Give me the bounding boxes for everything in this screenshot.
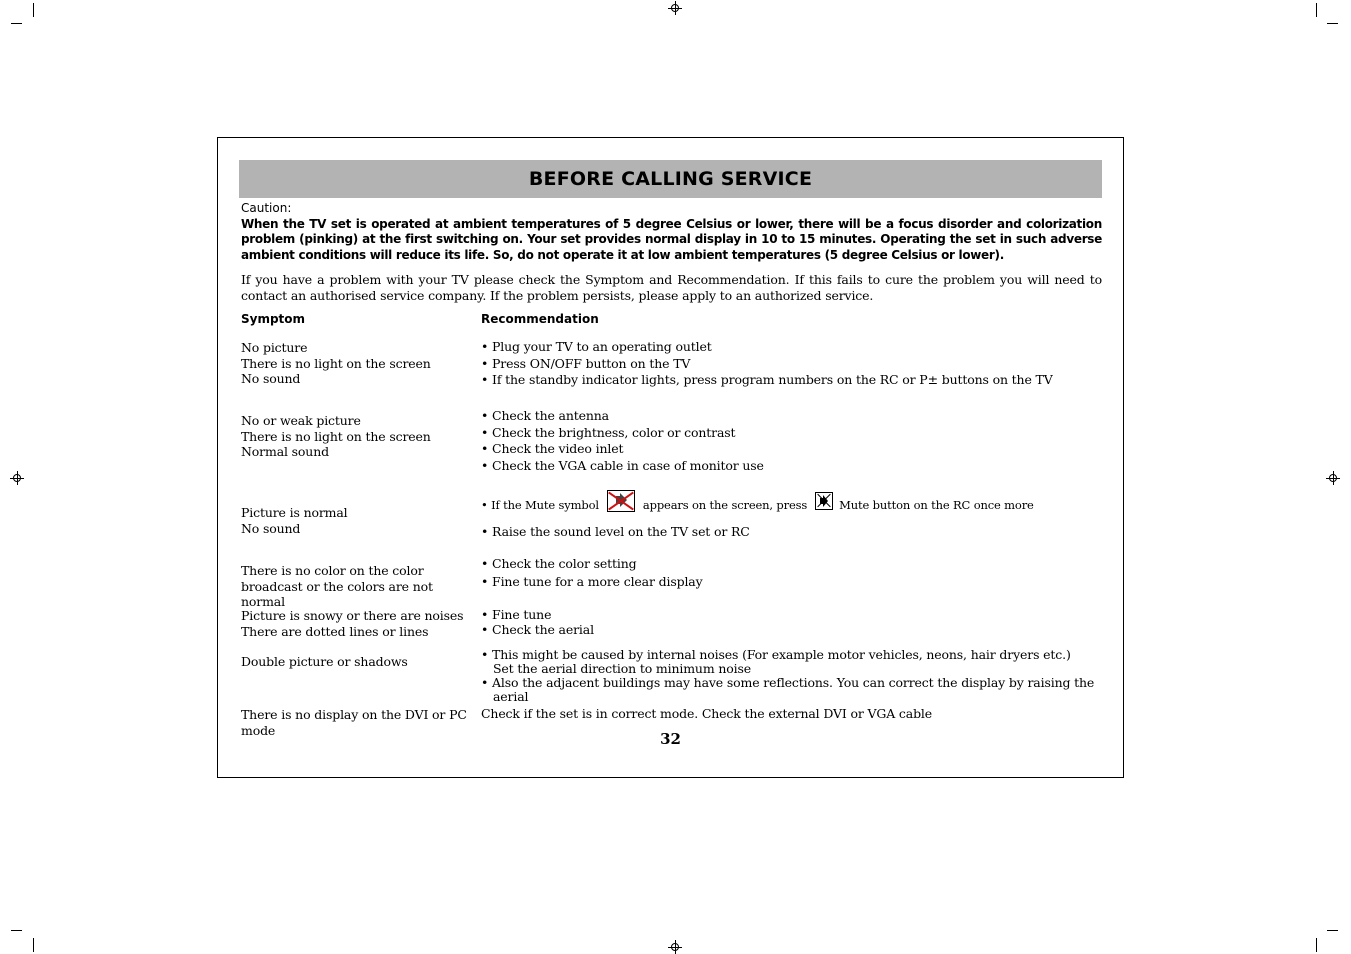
crop-mark [33,3,34,17]
symptom-line: No or weak picture [241,413,361,428]
mute-text-3: Mute button on the RC once more [839,498,1034,513]
crop-mark [11,23,22,24]
recommendation-cell [481,339,1101,389]
recommendation-header: Recommendation [481,312,599,326]
recommendation-cell [481,648,1101,704]
symptom-cell [241,413,476,460]
symptom-cell [241,654,476,670]
recommendation-item: • If the standby indicator lights, press program numbers on the RC or P± buttons on the TV [481,372,1053,388]
recommendation-cell [481,408,1101,475]
registration-mark-icon [1326,471,1340,485]
recommendation-item: • Check the VGA cable in case of monitor use [481,458,764,474]
symptom-line: mode [241,722,276,738]
symptom-line: Picture is snowy or there are noises [241,608,464,623]
recommendation-item: Check if the set is in correct mode. Check the external DVI or VGA cable [481,706,933,721]
recommendation-item: • Check the color setting [481,556,637,571]
symptom-cell [241,563,476,610]
recommendation-item: • Plug your TV to an operating outlet [481,339,712,354]
recommendation-item: • Check the brightness, color or contrast [481,424,736,440]
recommendation-item: • Fine tune [481,607,552,622]
symptom-line: broadcast or the colors are not normal [241,578,433,609]
crop-mark [1316,938,1317,952]
recommendation-item: • Check the antenna [481,408,609,423]
symptom-line: Picture is normal [241,505,348,520]
title-bar [239,160,1102,198]
recommendation-item: • This might be caused by internal noises (For example motor vehicles, neons, hair dryers etc.) [481,647,1071,662]
mute-instruction [481,490,1101,514]
registration-mark-icon [10,471,24,485]
symptom-line: No sound [241,520,301,536]
caution-label: Caution: [241,201,292,215]
symptom-line: There is no light on the screen [241,428,431,444]
recommendation-item: • Raise the sound level on the TV set or RC [481,524,750,539]
intro-paragraph: If you have a problem with your TV please check the Symptom and Recommendation. If this fails to cure the problem you will need to contact an authorised service company. If the problem persists, please apply to an authorized service. [241,272,1102,303]
recommendation-item: • Also the adjacent buildings may have some reflections. You can correct the display by raising the aerial [481,675,1095,704]
symptom-line: Normal sound [241,444,329,459]
page-frame [217,137,1124,778]
recommendation-cell [481,490,1101,541]
recommendation-cell [481,607,1101,637]
symptom-cell [241,505,476,536]
symptom-line: No sound [241,371,301,386]
symptom-cell [241,608,476,639]
symptom-line: There is no display on the DVI or PC [241,707,467,722]
mute-symbol-icon [607,490,635,512]
symptom-line: No picture [241,340,308,355]
symptom-line: There is no light on the screen [241,355,431,371]
recommendation-cell [481,556,1101,590]
caution-text: When the TV set is operated at ambient temperatures of 5 degree Celsius or lower, there will be a focus disorder and colorization problem (pinking) at the first switching on. Your set provides normal display in 10 to 15 minutes. Operating the set in such adverse ambient conditions will reduce its life. So, do not operate it at low ambient temperatures (5 degree Celsius or lower). [241,216,1102,262]
mute-text-2: appears on the screen, press [642,498,808,513]
recommendation-item: Set the aerial direction to minimum noise [493,661,751,676]
recommendation-cell [481,706,1101,723]
recommendation-item: • Press ON/OFF button on the TV [481,355,691,371]
crop-mark [1327,23,1338,24]
symptom-line: Double picture or shadows [241,654,408,669]
mute-text-1: • If the Mute symbol [481,498,599,513]
symptom-line: There is no color on the color [241,563,424,578]
crop-mark [1316,3,1317,17]
crop-mark [1327,930,1338,931]
recommendation-item: • Check the aerial [481,622,594,637]
crop-mark [33,938,34,952]
recommendation-item: • Check the video inlet [481,441,624,457]
page-title: BEFORE CALLING SERVICE [528,168,813,190]
registration-mark-icon [668,1,682,15]
page-number: 32 [660,730,681,748]
symptom-cell [241,340,476,387]
caution-block [241,201,1102,263]
crop-mark [11,930,22,931]
symptom-line: There are dotted lines or lines [241,623,429,639]
symptom-header: Symptom [241,312,306,326]
mute-button-icon [815,492,833,510]
recommendation-item: • Fine tune for a more clear display [481,573,703,589]
registration-mark-icon [668,940,682,954]
